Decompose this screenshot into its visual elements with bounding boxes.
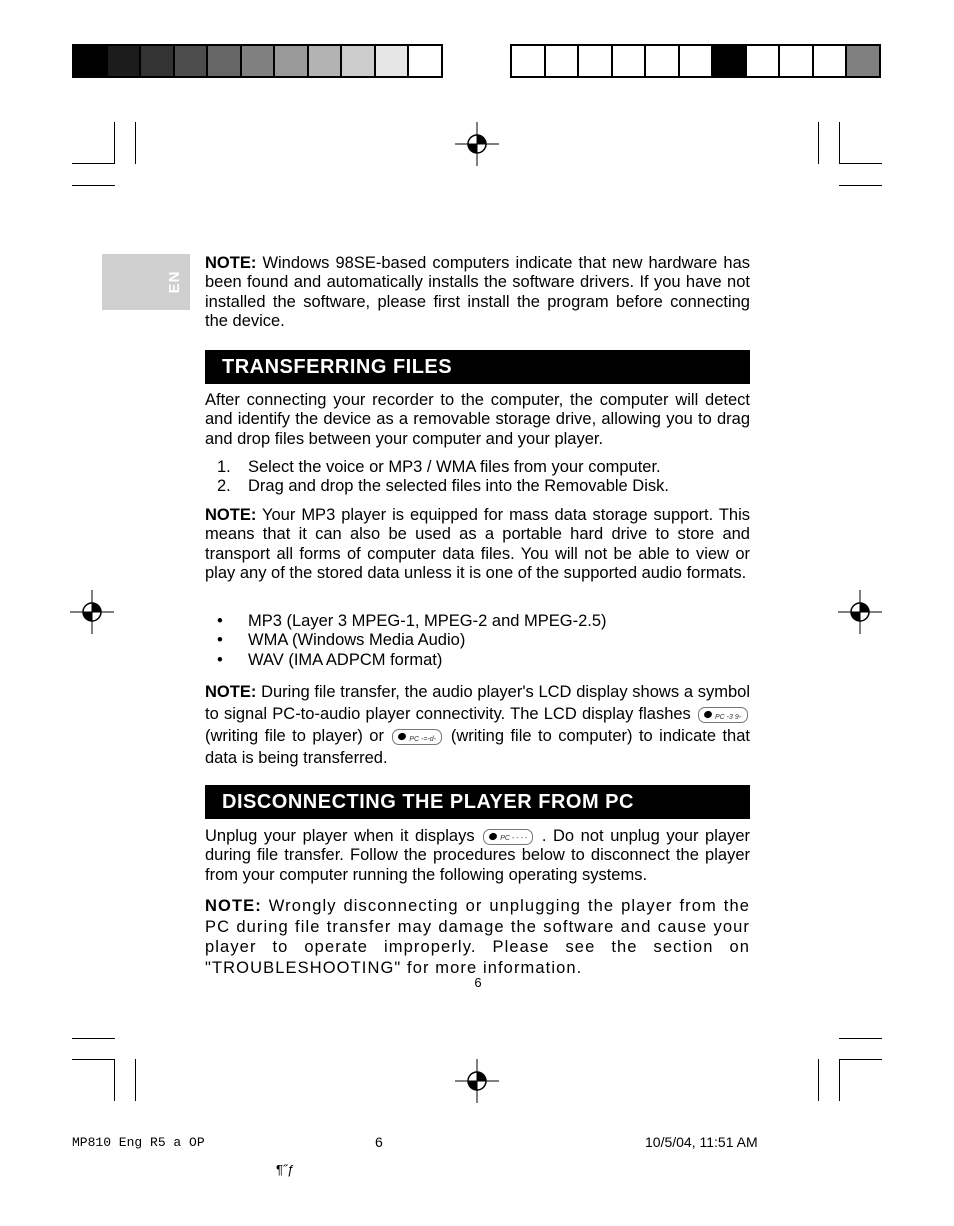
registration-mark-icon <box>70 590 114 634</box>
color-swatch <box>309 46 343 76</box>
color-swatch <box>546 46 580 76</box>
step-number: 2. <box>217 477 231 496</box>
color-swatch <box>512 46 546 76</box>
list-item <box>205 612 750 631</box>
intro-text: Unplug your player when it displays <box>205 827 482 845</box>
note-windows-98se <box>205 254 750 331</box>
color-swatch <box>108 46 142 76</box>
note-text: (writing file to computer) to indicate that data is being transferred. <box>205 727 750 767</box>
color-calibration-bar-left <box>72 44 443 78</box>
note-text: Your MP3 player is equipped for mass data storage support. This means that it can also be used as a portable hard drive to store and transport all forms of computer data files. You will not be able to view or play any of the stored data unless it is one of the supported audio formats. <box>205 506 750 582</box>
step-text: Select the voice or MP3 / WMA files from your computer. <box>248 458 661 476</box>
crop-mark <box>135 1059 136 1101</box>
page-number: 6 <box>474 975 482 990</box>
lcd-writing-to-computer-icon <box>392 729 442 745</box>
note-label: NOTE: <box>205 683 257 701</box>
list-item <box>205 651 750 670</box>
crop-mark <box>839 1038 882 1039</box>
color-swatch <box>814 46 848 76</box>
crop-mark <box>839 163 882 164</box>
section-heading-transferring-files: TRANSFERRING FILES <box>205 350 750 384</box>
intro-text: After connecting your recorder to the computer, the computer will detect and identify the device as a removable storage drive, allowing you to drag and drop files between your computer and your player. <box>205 391 750 448</box>
color-swatch <box>409 46 441 76</box>
registration-mark-icon <box>455 1059 499 1103</box>
color-swatch <box>242 46 276 76</box>
crop-mark <box>72 185 115 186</box>
color-swatch <box>613 46 647 76</box>
note-text: Wrongly disconnecting or unplugging the player from the PC during file transfer may damage the software and cause your player to operate improperly. Please see the section on "TROUBLESHOOTING" for more information. <box>205 897 750 977</box>
note-label: NOTE: <box>205 506 257 524</box>
registration-mark-icon <box>455 122 499 166</box>
crop-mark <box>72 1059 115 1060</box>
color-swatch <box>175 46 209 76</box>
lcd-icon-text: PC - - - - <box>500 834 528 842</box>
footer-garbled-text: ¶˝ƒ <box>276 1162 295 1177</box>
color-swatch <box>376 46 410 76</box>
crop-mark <box>72 1038 115 1039</box>
crop-mark <box>839 185 882 186</box>
note-text: (writing file to player) or <box>205 727 391 745</box>
color-swatch <box>579 46 613 76</box>
language-tab-label: EN <box>166 270 184 294</box>
lcd-idle-icon <box>483 829 533 845</box>
lcd-icon-text: PC -=-d- <box>409 735 437 743</box>
crop-mark <box>818 122 819 164</box>
crop-mark <box>114 122 115 164</box>
registration-mark-icon <box>838 590 882 634</box>
list-item <box>205 458 750 477</box>
step-number: 1. <box>217 458 231 476</box>
transfer-steps-list <box>205 458 750 497</box>
note-mass-storage <box>205 506 750 583</box>
color-swatch <box>208 46 242 76</box>
lcd-writing-to-player-icon <box>698 707 748 723</box>
color-swatch <box>275 46 309 76</box>
note-label: NOTE: <box>205 254 257 272</box>
crop-mark <box>818 1059 819 1101</box>
footer-page: 6 <box>375 1134 383 1150</box>
footer-timestamp: 10/5/04, 11:51 AM <box>645 1134 758 1150</box>
color-swatch <box>747 46 781 76</box>
note-lcd-display <box>205 681 750 769</box>
section-heading-disconnecting: DISCONNECTING THE PLAYER FROM PC <box>205 785 750 819</box>
list-item <box>205 477 750 496</box>
crop-mark <box>839 122 840 164</box>
note-troubleshooting <box>205 896 750 978</box>
crop-mark <box>839 1059 882 1060</box>
list-item <box>205 631 750 650</box>
note-label: NOTE: <box>205 897 262 915</box>
footer-file-name: MP810 Eng R5 a OP <box>72 1135 205 1150</box>
lcd-icon-text: PC -3 9- <box>715 713 742 721</box>
crop-mark <box>114 1059 115 1101</box>
language-tab <box>102 254 190 310</box>
note-text: During file transfer, the audio player's LCD display shows a symbol to signal PC-to-audio player connectivity. The LCD display flashes <box>205 683 750 723</box>
note-text: Windows 98SE-based computers indicate that new hardware has been found and automatically installs the software drivers. If you have not installed the software, please first install the program before connecting the device. <box>205 254 750 330</box>
bullet: • <box>217 650 223 669</box>
format-text: WMA (Windows Media Audio) <box>248 631 466 650</box>
bullet: • <box>217 612 223 630</box>
format-text: MP3 (Layer 3 MPEG-1, MPEG-2 and MPEG-2.5) <box>248 612 607 630</box>
crop-mark <box>135 122 136 164</box>
color-swatch <box>342 46 376 76</box>
color-swatch <box>780 46 814 76</box>
disconnecting-intro <box>205 827 750 885</box>
color-swatch <box>847 46 879 76</box>
bullet: • <box>217 631 223 650</box>
color-calibration-bar-right <box>510 44 881 78</box>
color-swatch <box>74 46 108 76</box>
color-swatch <box>713 46 747 76</box>
intro-text: . Do not unplug your player during file transfer. Follow the procedures below to disconnect the player from your computer running the following operating systems. <box>205 827 750 884</box>
audio-formats-list <box>205 612 750 670</box>
color-swatch <box>680 46 714 76</box>
crop-mark <box>72 163 115 164</box>
format-text: WAV (IMA ADPCM format) <box>248 650 443 669</box>
crop-mark <box>839 1059 840 1101</box>
color-swatch <box>141 46 175 76</box>
color-swatch <box>646 46 680 76</box>
step-text: Drag and drop the selected files into the Removable Disk. <box>248 477 669 496</box>
transferring-intro <box>205 391 750 449</box>
